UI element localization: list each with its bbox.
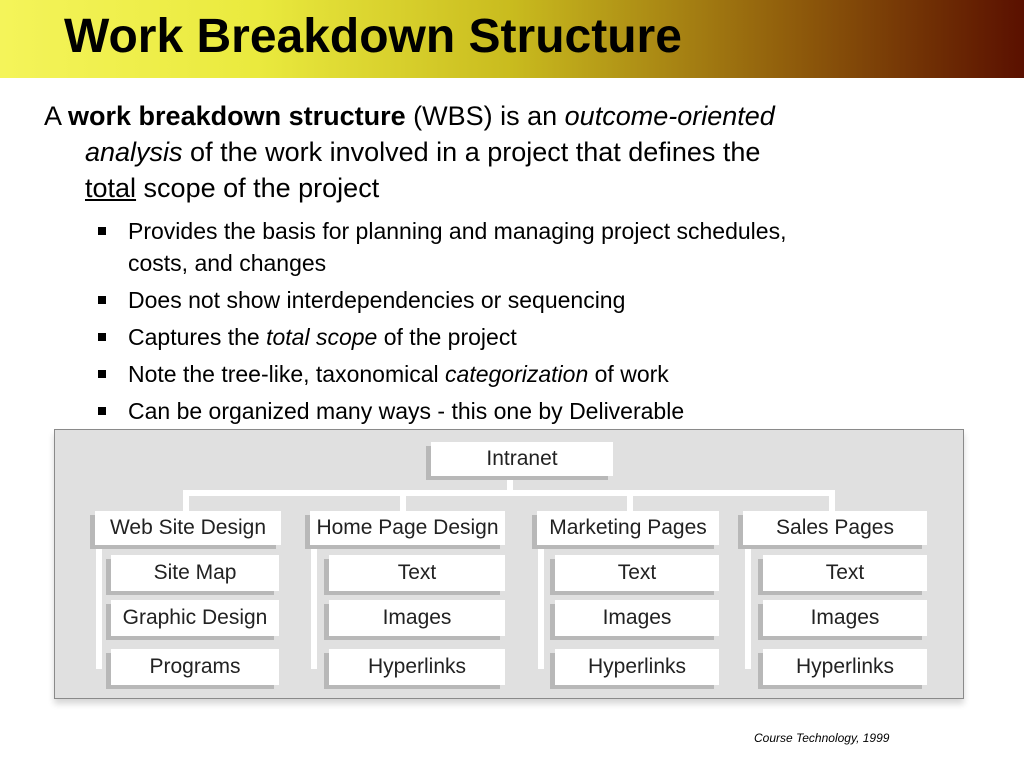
wbs-branch-label: Sales Pages bbox=[776, 516, 894, 539]
wbs-leaf-node bbox=[763, 600, 927, 636]
wbs-leaf-node bbox=[763, 555, 927, 591]
square-bullet-icon bbox=[98, 227, 106, 235]
square-bullet-icon bbox=[98, 333, 106, 341]
wbs-leaf-label: Graphic Design bbox=[122, 606, 268, 629]
bullet-text-continued: costs, and changes bbox=[128, 250, 327, 276]
bullet-list bbox=[96, 215, 976, 432]
wbs-leaf-node bbox=[111, 600, 279, 636]
intro-italic-1: outcome-oriented bbox=[564, 101, 775, 131]
intro-line-1 bbox=[44, 98, 1004, 134]
square-bullet-icon bbox=[98, 407, 106, 415]
branch-connector bbox=[829, 490, 835, 512]
bullet-text-italic: total scope bbox=[266, 324, 378, 350]
square-bullet-icon bbox=[98, 296, 106, 304]
bullet-text-pre: Note the tree-like, taxonomical bbox=[128, 361, 446, 387]
intro-line-2 bbox=[44, 134, 1004, 170]
branch-connector bbox=[400, 490, 406, 512]
wbs-branch-label: Web Site Design bbox=[109, 516, 267, 539]
intro-paragraph bbox=[44, 98, 1004, 206]
bullet-item bbox=[96, 284, 976, 316]
bullet-item bbox=[96, 215, 976, 279]
child-connector bbox=[745, 545, 751, 669]
wbs-leaf-node bbox=[111, 649, 279, 685]
wbs-leaf-node bbox=[329, 649, 505, 685]
wbs-branch-node bbox=[310, 511, 505, 545]
branch-connector bbox=[627, 490, 633, 512]
wbs-leaf-label: Hyperlinks bbox=[367, 655, 467, 678]
wbs-leaf-label: Site Map bbox=[153, 561, 237, 584]
bullet-text: Provides the basis for planning and managing project schedules, bbox=[128, 218, 787, 244]
wbs-branch-node bbox=[95, 511, 281, 545]
wbs-leaf-label: Images bbox=[810, 606, 880, 629]
horizontal-connector bbox=[183, 490, 835, 496]
wbs-leaf-label: Images bbox=[382, 606, 452, 629]
wbs-branch-node bbox=[537, 511, 719, 545]
wbs-leaf-node bbox=[555, 649, 719, 685]
title-banner bbox=[0, 0, 1024, 78]
wbs-branch-label: Marketing Pages bbox=[549, 516, 707, 539]
bullet-item bbox=[96, 321, 976, 353]
wbs-leaf-label: Images bbox=[602, 606, 672, 629]
bullet-text: Can be organized many ways - this one by Deliverable bbox=[128, 398, 685, 424]
wbs-leaf-node bbox=[763, 649, 927, 685]
wbs-leaf-node bbox=[329, 555, 505, 591]
child-connector bbox=[96, 545, 102, 669]
child-connector bbox=[311, 545, 317, 669]
bullet-text-italic: categorization bbox=[445, 361, 589, 387]
wbs-leaf-node bbox=[555, 600, 719, 636]
bullet-text: Does not show interdependencies or sequencing bbox=[128, 287, 626, 313]
bullet-text-pre: Captures the bbox=[128, 324, 267, 350]
bullet-item bbox=[96, 395, 976, 427]
square-bullet-icon bbox=[98, 370, 106, 378]
bullet-text-post: of the project bbox=[377, 324, 517, 350]
child-connector bbox=[538, 545, 544, 669]
wbs-leaf-label: Text bbox=[397, 561, 437, 584]
wbs-branch-node bbox=[743, 511, 927, 545]
intro-after-bold: (WBS) is an bbox=[405, 101, 565, 131]
intro-after-italic: of the work involved in a project that defines the bbox=[182, 137, 761, 167]
intro-bold-term: work breakdown structure bbox=[68, 101, 406, 131]
wbs-leaf-label: Text bbox=[825, 561, 865, 584]
wbs-leaf-label: Programs bbox=[149, 655, 241, 678]
intro-underlined: total bbox=[85, 173, 137, 203]
wbs-leaf-node bbox=[329, 600, 505, 636]
intro-end: scope of the project bbox=[136, 173, 380, 203]
wbs-leaf-label: Hyperlinks bbox=[795, 655, 895, 678]
source-credit: Course Technology, 1999 bbox=[754, 731, 890, 745]
slide-title: Work Breakdown Structure bbox=[64, 10, 682, 63]
bullet-text-post: of work bbox=[588, 361, 669, 387]
wbs-branch-label: Home Page Design bbox=[316, 516, 499, 539]
wbs-leaf-node bbox=[555, 555, 719, 591]
wbs-leaf-node bbox=[111, 555, 279, 591]
wbs-leaf-label: Hyperlinks bbox=[587, 655, 687, 678]
wbs-leaf-label: Text bbox=[617, 561, 657, 584]
intro-line-3 bbox=[44, 170, 1004, 206]
intro-italic-2: analysis bbox=[85, 137, 183, 167]
wbs-root-label: Intranet bbox=[486, 447, 558, 470]
bullet-item bbox=[96, 358, 976, 390]
intro-lead: A bbox=[44, 101, 69, 131]
wbs-root-node bbox=[431, 442, 613, 476]
wbs-diagram bbox=[54, 429, 964, 699]
branch-connector bbox=[183, 490, 189, 512]
